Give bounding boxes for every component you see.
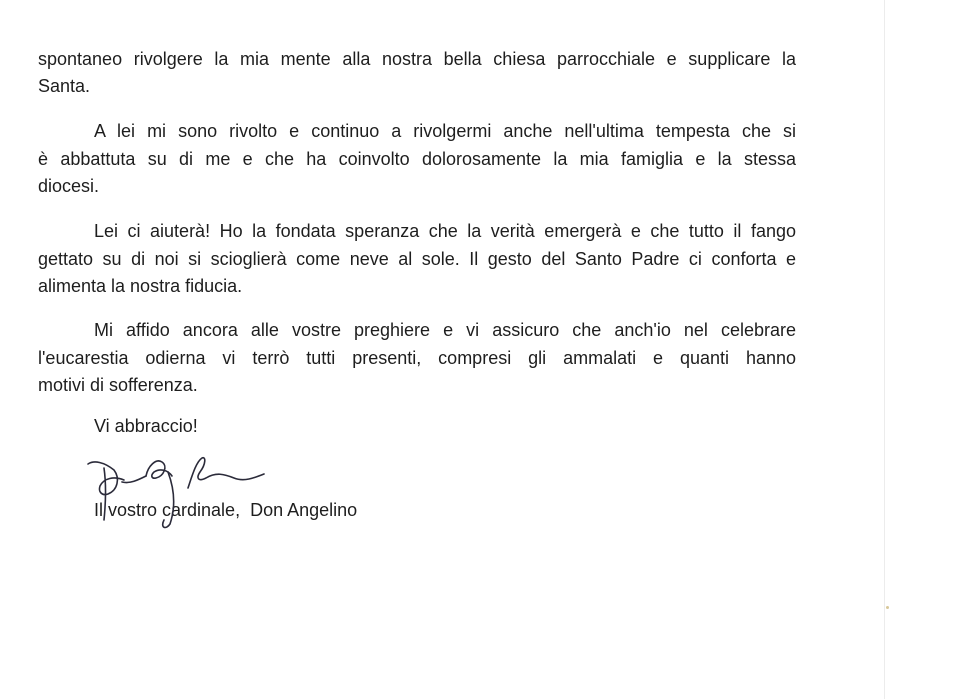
paper-speck (886, 606, 889, 609)
paragraph-4-line-3: motivi di sofferenza. (38, 375, 198, 395)
handwritten-signature (84, 448, 274, 532)
valediction: Il vostro cardinale, (94, 500, 241, 520)
signatory-name: Don Angelino (250, 500, 358, 520)
paragraph-3-line-2: gettato su di noi si scioglierà come neve al sole. Il gesto del Santo Padre ci conforta e (38, 249, 796, 269)
greeting: Vi abbraccio! (94, 416, 198, 436)
paragraph-3-line-3: alimenta la nostra fiducia. (38, 276, 243, 296)
paragraph-2-line-3: diocesi. (38, 176, 100, 196)
paragraph-3-line-1: Lei ci aiuterà! Ho la fondata speranza che la verità emergerà e che tutto il fango (94, 221, 796, 241)
paragraph-4-line-2: l'eucarestia odierna vi terrò tutti presenti, compresi gli ammalati e quanti hanno (38, 348, 796, 368)
page-edge-line (884, 0, 885, 699)
paragraph-4-line-1: Mi affido ancora alle vostre preghiere e vi assicuro che anch'io nel celebrare (94, 320, 796, 340)
paragraph-1-line-1: spontaneo rivolgere la mia mente alla nostra bella chiesa parrocchiale e supplicare la (38, 49, 796, 69)
paragraph-1-line-2: Santa. (38, 76, 91, 96)
paragraph-2-line-2: è abbattuta su di me e che ha coinvolto dolorosamente la mia famiglia e la stessa (38, 149, 796, 169)
paragraph-2-line-1: A lei mi sono rivolto e continuo a rivolgermi anche nell'ultima tempesta che si (94, 121, 796, 141)
